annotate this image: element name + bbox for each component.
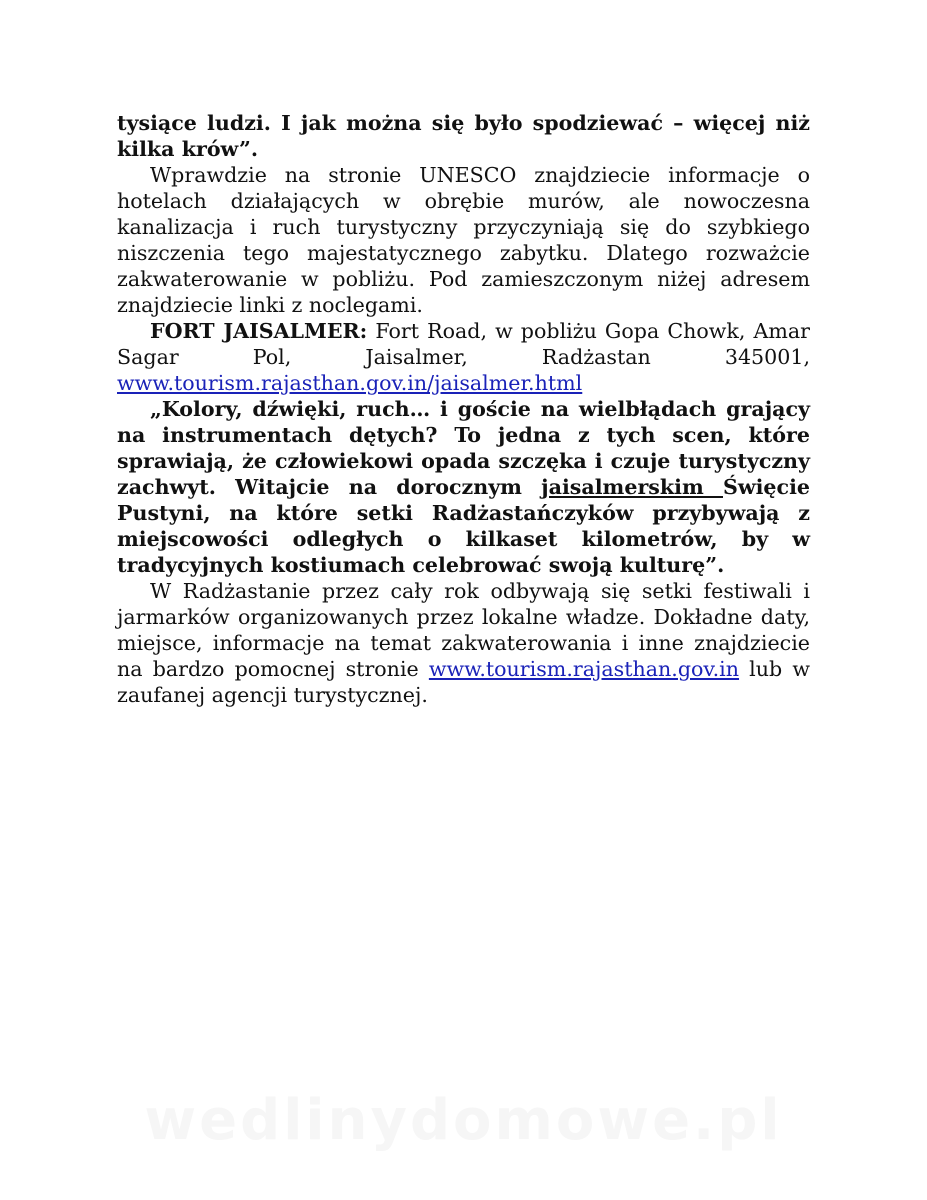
rajasthan-tourism-link[interactable]: www.tourism.rajasthan.gov.in [428, 657, 740, 681]
paragraph-desert-festival [117, 396, 810, 578]
desert-festival-text-end: Święcie Pustyni, na które setki Radżastańczyków przybywają z miejscowości odległych o kilkaset kilometrów, by w tradycyjnych kostiumach celebrować swoją kulturę”. [117, 475, 810, 577]
watermark: wedlinydomowe.pl [144, 1088, 783, 1153]
paragraph-unesco-text: Wprawdzie na stronie UNESCO znajdziecie informacje o hotelach działających w obrębie murów, ale nowoczesna kanalizacja i ruch turystyczny przyczyniają się do szybkiego niszczenia tego majestatycznego zabytku. Dlatego rozważcie zakwaterowanie w pobliżu. Pod zamieszczonym niżej adresem znajdziecie linki z noclegami. [117, 163, 810, 317]
jaisalmer-link[interactable]: www.tourism.rajasthan.gov.in/jaisalmer.html [117, 371, 583, 395]
festivals-text-start: W Radżastanie przez cały rok odbywają się setki festiwali i jarmarków organizowanych przez lokalne władze. Dokładne daty, miejsce, informacje na temat zakwaterowania i inne znajdziecie na bardzo pomocnej stronie [117, 579, 810, 681]
festivals-text-end: lub w zaufanej agencji turystycznej. [117, 657, 810, 707]
desert-festival-underlined: jaisalmerskim [541, 475, 723, 499]
document-page [117, 110, 810, 708]
paragraph-festivals [117, 578, 810, 708]
paragraph-quote-end [117, 110, 810, 162]
desert-festival-text-start: „Kolory, dźwięki, ruch… i goście na wielbłądach grający na instrumentach dętych? To jedna z tych scen, które sprawiają, że człowiekowi opada szczęka i czuje turystyczny zachwyt. Witajcie na dorocznym [117, 397, 810, 499]
fort-label: FORT JAISALMER: [150, 319, 368, 343]
fort-address-text: Fort Road, w pobliżu Gopa Chowk, Amar Sagar Pol, Jaisalmer, Radżastan 345001, [117, 319, 811, 369]
paragraph-unesco [117, 162, 810, 318]
paragraph-quote-end-text: tysiące ludzi. I jak można się było spodziewać – więcej niż kilka krów”. [117, 111, 810, 161]
paragraph-fort-address [117, 318, 810, 396]
